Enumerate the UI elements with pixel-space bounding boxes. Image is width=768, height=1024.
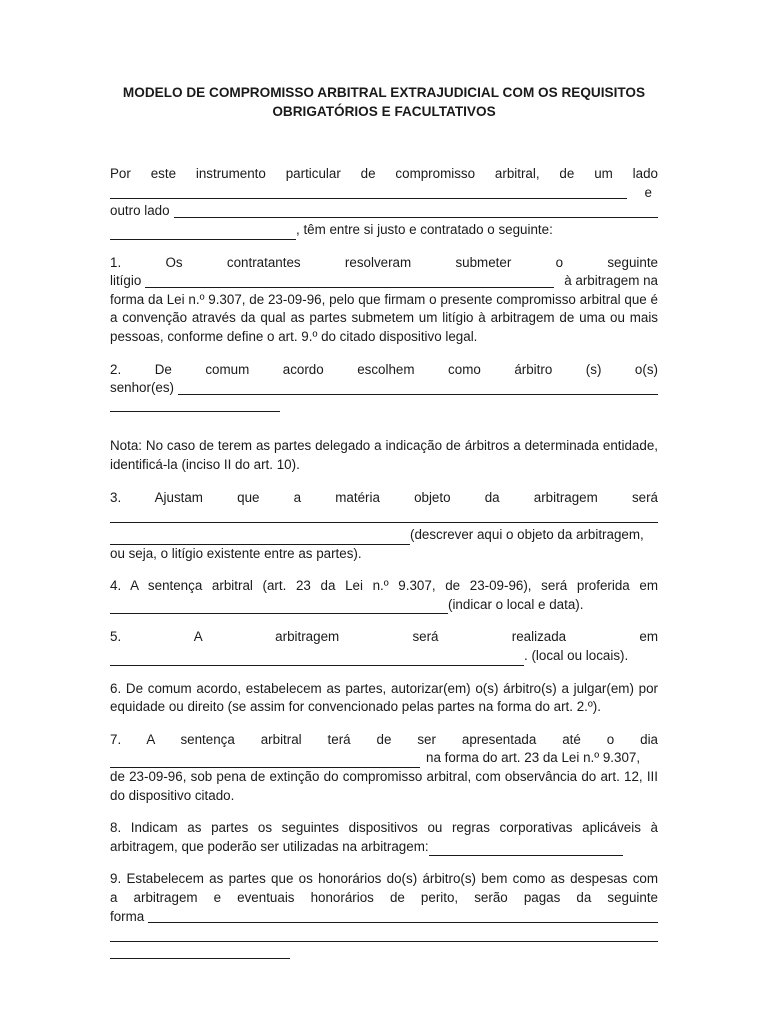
clause-8: [110, 819, 658, 856]
payment-blank-1: [148, 908, 658, 923]
party-one-blank: [110, 184, 627, 199]
clause-7-law: na forma do art. 23 da Lei n.º 9.307,: [426, 750, 641, 766]
clause-8-line-1: 8. Indicam as partes os seguintes dispositivos ou regras corporativas aplicáveis à: [110, 820, 658, 836]
date-place-blank: [110, 600, 448, 614]
location-blank: [110, 652, 524, 666]
clause-6: 6. De comum acordo, estabelecem as partes, autorizar(em) o(s) árbitro(s) a julgar(em) por equidade ou direito (se assim for convencionado pelas partes na forma do art. 2.º).: [110, 680, 658, 715]
intro-line-1: Por este instrumento particular de compromisso arbitral, de um lado: [110, 166, 658, 182]
clause-9-line-2: a arbitragem e eventuais honorários de perito, serão pagas da seguinte: [110, 890, 658, 905]
payment-blank-3: [110, 945, 290, 959]
intro-paragraph: [110, 165, 658, 239]
intro-agreement: , têm entre si justo e contratado o seguinte:: [296, 221, 553, 237]
clause-5-line-1: 5. A arbitragem será realizada em: [110, 629, 658, 645]
litigio-blank: [145, 273, 554, 288]
clause-9-forma: forma: [110, 908, 145, 924]
clause-4-indicate: (indicar o local e data).: [448, 596, 584, 612]
arbiter-name-blank-cont: [110, 398, 280, 412]
rules-blank: [429, 842, 623, 856]
document-title: [110, 84, 658, 121]
clause-8-arbitragem: arbitragem, que poderão ser utilizadas na arbitragem:: [110, 838, 429, 854]
payment-blank-2: [110, 926, 658, 942]
clause-5: [110, 628, 658, 665]
clause-5-locals: . (local ou locais).: [524, 648, 629, 664]
clause-3-line-1: 3. Ajustam que a matéria objeto da arbitragem será: [110, 489, 658, 505]
clause-1-arbitragem: à arbitragem na: [564, 273, 658, 289]
clause-4-line-1: 4. A sentença arbitral (art. 23 da Lei n.º 9.307, de 23-09-96), será proferida em: [110, 578, 658, 594]
clause-7-rest: de 23-09-96, sob pena de extinção do compromisso arbitral, com observância do art. 12, III do dispositivo citado.: [110, 769, 658, 803]
clause-1-rest: forma da Lei n.º 9.307, de 23-09-96, pelo que firmam o presente compromisso arbitral que é a convenção através da qual as partes submetem um litígio à arbitragem de uma ou mais pessoas, conforme define o art. 9.º do citado dispositivo legal.: [110, 291, 658, 344]
clause-2-line-1: 2. De comum acordo escolhem como árbitro (s) o(s): [110, 361, 658, 377]
party-two-blank: [174, 203, 658, 218]
clause-4: [110, 577, 658, 614]
clause-9: [110, 870, 658, 964]
object-blank-1: [110, 507, 658, 523]
clause-7: [110, 731, 658, 805]
clause-9-line-1: 9. Estabelecem as partes que os honorários do(s) árbitro(s) bem como as despesas com: [110, 871, 658, 887]
clause-1-litigio: litígio: [110, 273, 142, 289]
object-blank-2: [110, 531, 410, 545]
clause-1: [110, 254, 658, 347]
intro-other-side: outro lado: [110, 203, 170, 219]
clause-7-line-1: 7. A sentença arbitral terá de ser apresentada até o dia: [110, 731, 658, 747]
clause-3-describe: (descrever aqui o objeto da arbitragem,: [410, 527, 644, 543]
clause-1-line-1: 1. Os contratantes resolveram submeter o seguinte: [110, 254, 658, 270]
clause-2: [110, 361, 658, 418]
deadline-blank: [110, 754, 420, 768]
note-paragraph: Nota: No caso de terem as partes delegado a indicação de árbitros a determinada entidade, identificá-la (inciso II do art. 10).: [110, 438, 658, 472]
clause-2-senhores: senhor(es): [110, 380, 175, 396]
title-line-2: OBRIGATÓRIOS E FACULTATIVOS: [272, 103, 496, 119]
arbiter-name-blank: [178, 380, 658, 395]
party-two-blank-cont: [110, 226, 296, 240]
clause-3-line-4: ou seja, o litígio existente entre as partes).: [110, 545, 362, 561]
intro-and: e: [644, 184, 652, 200]
title-line-1: MODELO DE COMPROMISSO ARBITRAL EXTRAJUDICIAL COM OS REQUISITOS: [122, 85, 646, 100]
clause-3: [110, 489, 658, 564]
